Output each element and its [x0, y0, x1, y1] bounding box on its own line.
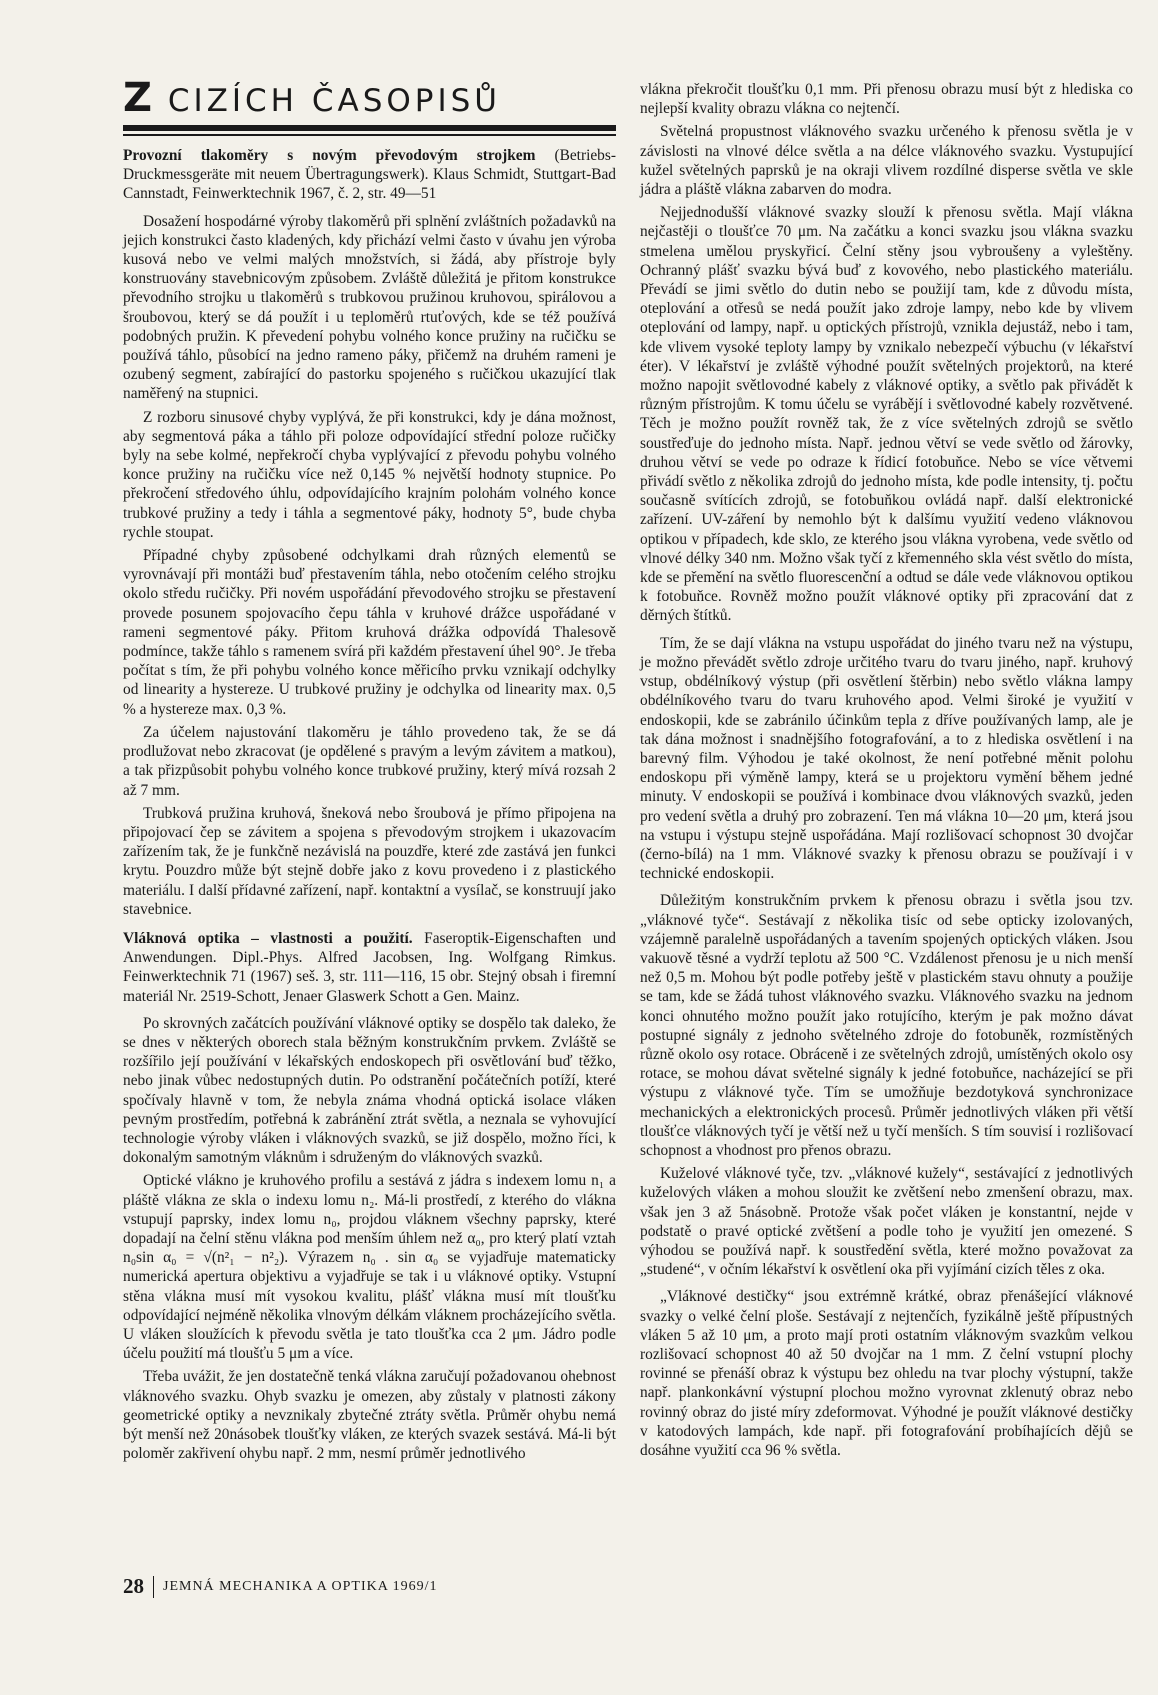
article-2-title: Vláknová optika – vlastnosti a použití.: [123, 929, 413, 947]
article-2-paragraph: Tím, že se dají vlákna na vstupu uspořádat do jiného tvaru než na výstupu, je možno převádět světlo zdroje určitého tvaru do tvaru jiného, např. kruhový vstup, obdélníkový výstup (při osvětlení štěrbin) nebo světlo vlákna lampy obdélníkového tvaru do tvaru kruhového apod. Velmi široké je využití v endoskopii, kde se zabránilo účinkům tepla z dříve používaných lamp, ale je tak dána možnost i snadnějšího fotografování, a to z hlediska osvětlení i na barevný film. Výhodou je také okolnost, že není potřebné měnit polohu endoskopu při výměně lampy, která se u projektoru vymění během jedné minuty. V endoskopii se používá i kombinace dvou vláknových svazků, jeden pro vedení světla a druhý pro zobrazení. Ten má vlákna 10—20 μm, která jsou na vstupu i výstupu stejně uspořádána. Mají rozlišovací schopnost 30 dvojčar (černo-bílá) na 1 mm. Vláknové svazky k přenosu obrazu se používají i v technické endoskopii.: [640, 634, 1133, 883]
article-1-paragraph: Případné chyby způsobené odchylkami drah různých elementů se vyrovnávají při montáži buď přestavením táhla, nebo otočením celého strojku okolo středu ručičky. Při novém uspořádání převodového strojku se přestavení provede posunem spojovacího čepu táhla v kruhové drážce uspořádané v rameni segmentové páky. Přitom kruhová drážka odpovídá Thalesově podmínce, takže táhlo s ramenem svírá při každém přestavení úhel 90°. Je třeba počítat s tím, že při pohybu volného konce měřicího prvku vznikají odchylky od linearity a hystereze. U trubkové pružiny je odchylka od linearity max. 0,5 % a hystereze max. 0,3 %.: [123, 547, 616, 718]
article-1-paragraph: Z rozboru sinusové chyby vyplývá, že při konstrukci, kdy je dána možnost, aby segmentová páka a táhlo při poloze odpovídající střední poloze ručičky byly na sebe kolmé, nepřekročí chyba vyplývající z převodu pohybu volného konce pružiny na ručičku více než 0,145 % největší hodnoty stupnice. Po překročení středového úhlu, odpovídajícího krajním polohám volného konce trubkové pružiny a tedy i táhla a segmentové páky, hodnoty 5°, bude chyba rychle stoupat.: [123, 408, 616, 541]
article-2-paragraph: Optické vlákno je kruhového profilu a sestává z jádra s indexem lomu n₁ a pláště vlákna ze skla o indexu lomu n₂. Má-li prostředí, z kterého do vlákna vstupují paprsky, index lomu n₀, projdou vláknem všechny paprsky, které dopadají na čelní stěnu vlákna pod menším úhlem než α₀, pro který platí vztah n₀sin α₀ = √(n²₁ − n²₂). Výrazem n₀ . sin α₀ se vyjadřuje matematicky numerická apertura objektivu a vyjadřuje se tak i u vláknové optiky. Vstupní stěna vlákna musí mít vysokou kvalitu, plášť vlákna musí mít tloušťku odpovídající nejméně několika vlnovým délkám vláknem procházejícího světla. U vláken sloužících k převodu světla je tato tloušťka cca 2 μm. Jádro podle účelu použití má tloušťu 5 μm a více.: [123, 1172, 616, 1363]
article-2-paragraph: Důležitým konstrukčním prvkem k přenosu obrazu i světla jsou tzv. „vláknové tyče“. Sestávají z několika tisíc od sebe opticky izolovaných, vzájemně paralelně uspořádaných a tavením spojených optických vláken. Jsou vakuově těsné a vydrží teplotu až 500 °C. Vzdálenost přenosu je u nich menší než 0,5 m. Mohou být podle potřeby ještě v plastickém stavu ohnuty a použije se tam, kde se žádá tuhost vláknového svazku. Vláknového svazku na jednom konci ohnutého možno použít jako rotujícího, kterým je pak možno dávat postupné signály z jednoho světelného zdroje do fotobuněk, rozmístěných různě okolo osy rotace. Obráceně i ze světelných zdrojů, umístěných okolo osy rotace, se mohou dávat světelné signály k jedné fotobuňce, nacházející se při výstupu z vláknové tyče. Tím se umožňuje bezdotyková synchronizace mechanických a elektronických procesů. Průměr jednotlivých vláken při větší tloušťce vláknových tyčí je větší než u tyčí menších. S tím souvisí i rozlišovací schopnost a vhodnost pro přenos obrazu.: [640, 892, 1133, 1159]
left-column: [123, 75, 616, 1467]
heading-rule-thin: [123, 134, 616, 136]
article-1-citation: (Betriebs-Druckmessgeräte mit neuem Übertragungswerk). Klaus Schmidt, Stuttgart-Bad Cannstadt, Feinwerktechnik 1967, č. 2, str. 49—51: [123, 147, 616, 203]
article-2-reference: [123, 929, 616, 1006]
footer-divider: [153, 1576, 154, 1598]
article-2-paragraph: Kuželové vláknové tyče, tzv. „vláknové kužely“, sestávající z jednotlivých kuželových vláken a mohou sloužit ke zvětšení nebo zmenšení obrazu, max. však jen 3 až 5násobně. Protože však počet vláken je konstantní, nejde v podstatě o pravé optické zvětšení a podle toho je využití jen omezené. S výhodou se používá např. k soustředění světla, které možno považovat za „studené“, v očním lékařství k osvětlení oka při vyjímání cizích těles z oka.: [640, 1165, 1133, 1279]
section-heading: [123, 75, 616, 121]
article-1-title: Provozní tlakoměry s novým převodovým strojkem: [123, 147, 536, 164]
article-2-paragraph: „Vláknové destičky“ jsou extrémně krátké, obraz přenášející vláknové svazky o velké čelní ploše. Sestávají z nejtenčích, fyzikálně ještě přípustných vláken 5 až 10 μm, a proto mají proti ostatním vláknovým svazkům velkou rozlišovací schopnost 40 až 50 dvojčar na 1 mm. Z čelní vstupní plochy rovinné se přenáší obraz k výstupu bez ohledu na tvar plochy výstupní, takže např. plankonkávní výstupní plochou možno vyrovnat zklenutý obraz nebo rovinný obraz do jisté míry zdeformovat. Výhodné je použít vláknové destičky v katodových lampách, kde např. při fotografování probíhajících dějů se dosáhne využití cca 96 % světla.: [640, 1288, 1133, 1460]
article-2-paragraph: Nejjednodušší vláknové svazky slouží k přenosu světla. Mají vlákna nejčastěji o tloušťce 70 μm. Na začátku a konci svazku jsou vlákna svazku stmelena umělou pryskyřicí. Čelní stěny jsou vybroušeny a vyleštěny. Ochranný plášť svazku bývá buď z kovového, nebo plastického materiálu. Převádí se jimi světlo do dutin nebo se použijí tam, kde z důvodu místa, oteplování a otřesů se nedá použít jako zdroje lampy, nebo kde by vlivem oteplování od lampy, např. u optických přístrojů, vznikla dejustáž, nebo i tam, kde vlivem vysoké teploty lampy by vznikalo nebezpečí výbuchu (v lékařství éter). V lékařství je zvláště výhodné použít světelných projektorů, na které možno napojit světlovodné kabely z vláknové optiky, a světlo pak přivádět k různým přístrojům. K tomu účelu se vyrábějí i světlovodné kabely rozvětvené. Těch je možno použít rovněž tak, že z více světelných zdrojů se světlo soustřeďuje do jednoho místa. Např. jednou větví se vede světlo od žárovky, druhou větví se vede po odraze k řídicí fotobuňce. Nebo se více větvemi přivádí světlo z několika zdrojů do jednoho místa, kde podle intensity, tj. počtu současně svítících zdrojů, se fotobuňkou ovládá např. další elektronické zařízení. UV-záření by nemohlo být k dalšímu využití vedeno vláknovou optikou v případech, kde sklo, ze kterého jsou vlákna vyrobena, vede světlo od vlnové délky 340 nm. Možno však tyčí z křemenného skla vést světlo do místa, kde se přemění na světlo fluorescenční a odtud se dále vede vláknovou optikou k fotobuňce. Rovněž možno použít vláknové optiky při zpracování dat z děrných štítků.: [640, 204, 1133, 625]
article-2-paragraph: Po skrovných začátcích používání vláknové optiky se dospělo tak daleko, že se dnes v některých oborech stala běžným konstrukčním prvkem. Zvláště se rozšířilo její používání v lékařských endoskopech při osvětlování buď těžko, nebo jinak vůbec nedostupných dutin. Po odstranění počátečních potíží, které spočívaly hlavně v tom, že nebyla známa vhodná optická isolace vláken pevným prostředím, potřebná k zabránění ztrát světla, a neznala se vyhovující technologie výroby vláken i vláknových svazků, se již dospělo, možno říci, k dokonalým samotným vláknům i sdruženým do vláknových svazků.: [123, 1014, 616, 1167]
right-column: [640, 80, 1133, 1464]
article-2-paragraph: Světelná propustnost vláknového svazku určeného k přenosu světla je v závislosti na vlnové délce světla a na délce vláknového svazku. Vystupující kužel světelných paprsků je na okraji vlivem rozdílné disperse světla ve skle jádra a pláště vlákna zabarven do modra.: [640, 123, 1133, 199]
article-1-reference: [123, 146, 616, 204]
journal-name: JEMNÁ MECHANIKA A OPTIKA 1969/1: [163, 1578, 438, 1594]
heading-rest: CIZÍCH ČASOPISŮ: [154, 83, 501, 119]
page-footer: [123, 1574, 437, 1599]
heading-initial: Z: [123, 75, 155, 121]
article-2-continuation: vlákna překročit tloušťku 0,1 mm. Při přenosu obrazu musí být z hlediska co nejlepší kvality obrazu vlákna co nejtenčí.: [640, 81, 1133, 118]
heading-rule-thick: [123, 125, 616, 131]
article-1-paragraph: Za účelem najustování tlakoměru je táhlo provedeno tak, že se dá prodlužovat nebo zkracovat (je opdělené s pravým a levým závitem a matkou), a tak přizpůsobit pohybu volného konce trubkové pružiny, který mívá rozsah 2 až 7 mm.: [123, 723, 616, 799]
article-1-paragraph: Trubková pružina kruhová, šneková nebo šroubová je přímo připojena na připojovací čep se závitem a spojena s převodovým strojkem i ukazovacím zařízením tak, že je funkčně nezávislá na pouzdře, které zde zastává jen funkci krytu. Pouzdro může být stejně dobře jako z kovu provedeno i z plastického materiálu. I další přídavné zařízení, např. kontaktní a vysílač, se konstruují jako stavebnice.: [123, 804, 616, 918]
article-2-paragraph: Třeba uvážit, že jen dostatečně tenká vlákna zaručují požadovanou ohebnost vláknového svazku. Ohyb svazku je omezen, aby zůstaly v platnosti zákony geometrické optiky a nevznikaly zbytečné ztráty světla. Průměr ohybu nemá být menší než 20násobek tloušťky vláken, ze kterých svazek sestává. Má-li být poloměr zakřivení ohybu např. 2 mm, nesmí průměr jednotlivého: [123, 1368, 616, 1463]
article-2-citation: Faseroptik-Eigenschaften und Anwendungen. Dipl.-Phys. Alfred Jacobsen, Ing. Wolfgang Rimkus. Feinwerktechnik 71 (1967) seš. 3, str. 111—116, 15 obr. Stejný obsah i firemní materiál Nr. 2519-Schott, Jenaer Glaswerk Schott a Gen. Mainz.: [123, 929, 616, 1005]
page-number: 28: [123, 1574, 144, 1598]
article-1-paragraph: Dosažení hospodárné výroby tlakoměrů při splnění zvláštních požadavků na jejich konstrukci často kladených, kdy přichází velmi často v úvahu jen výroba kusová nebo ve velmi malých množstvích, si žádá, aby přístroje byly konstruovány stavebnicovým způsobem. Zvláště důležitá je přitom konstrukce převodního strojku u tlakoměrů s trubkovou pružinou kruhovou, spirálovou a šroubovou, který se dá použít i u teploměrů rtuťových, kde se též používá podobných pružin. K převedení pohybu volného konce pružiny na ručičku se používá táhlo, působící na jedno rameno páky, přičemž na druhém rameni je ozubený segment, zabírající do pastorku spojeného s ručičkou ukazující tlak naměřený na stupnici.: [123, 212, 616, 403]
